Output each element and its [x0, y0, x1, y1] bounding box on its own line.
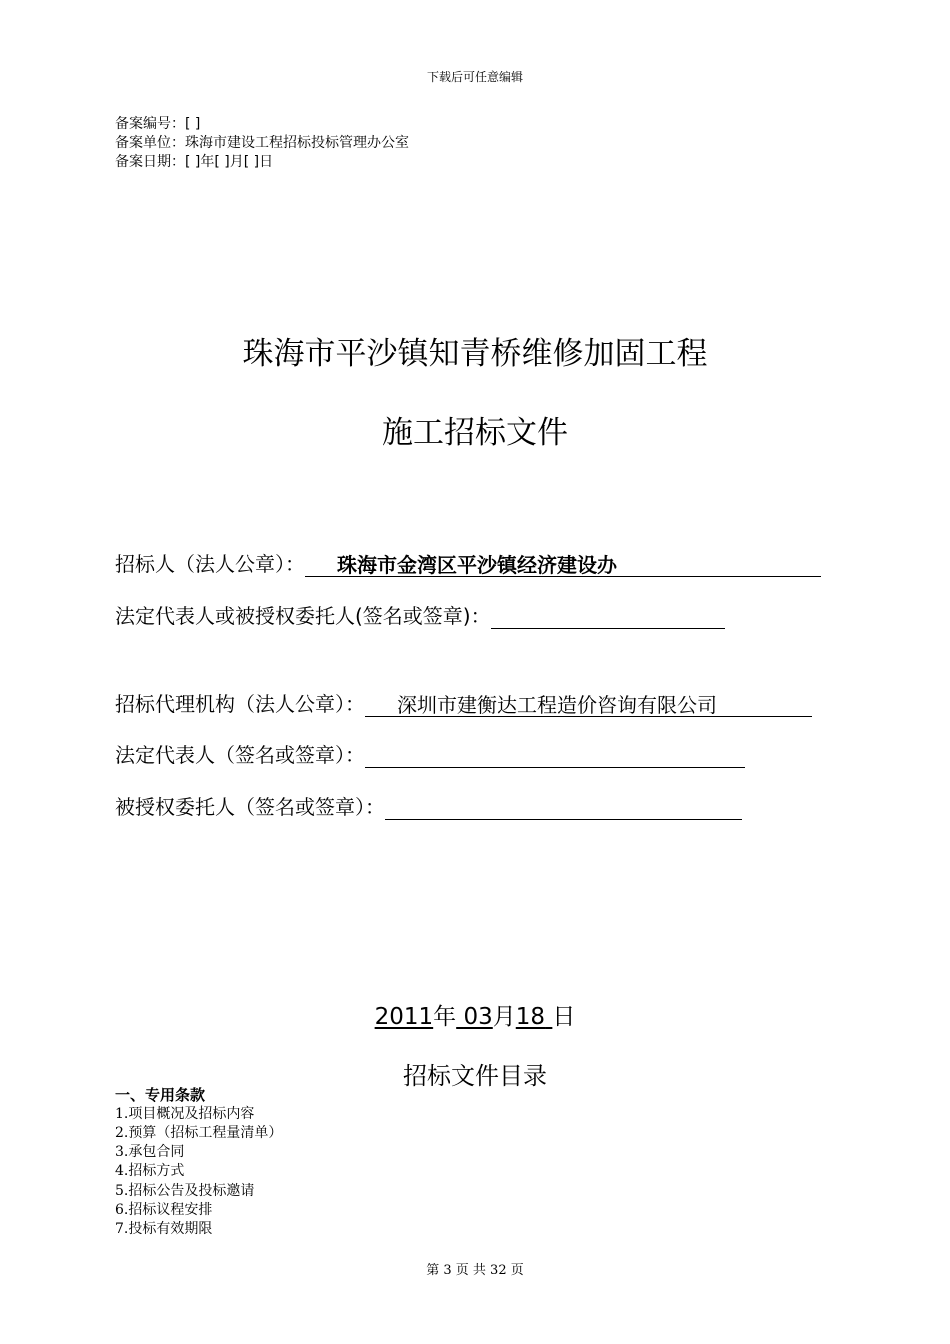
- record-date: 备案日期：[ ]年[ ]月[ ]日: [115, 154, 274, 170]
- date-year: 2011: [374, 1004, 434, 1030]
- agency-rep-signature-line: [365, 743, 745, 768]
- toc-item: 4.招标方式: [115, 1163, 185, 1179]
- date-day: 18: [515, 1004, 546, 1030]
- document-subtitle: 施工招标文件: [382, 415, 568, 451]
- authorized-signature-line: [385, 795, 742, 820]
- date-year-char: 年: [433, 1004, 457, 1030]
- agency-value: 深圳市建衡达工程造价咨询有限公司: [397, 693, 717, 717]
- toc-title: 招标文件目录: [403, 1062, 547, 1090]
- date-month: 03: [463, 1004, 493, 1030]
- header-note: 下载后可任意编辑: [426, 70, 523, 84]
- tenderer-label: 招标人（法人公章）：: [115, 552, 305, 576]
- toc-item: 7.投标有效期限: [115, 1221, 213, 1237]
- tenderer-row: [115, 551, 821, 577]
- record-unit: 备案单位：珠海市建设工程招标投标管理办公室: [115, 135, 409, 151]
- page-footer: 第 3 页 共 32 页: [426, 1263, 524, 1278]
- toc-item: 2.预算（招标工程量清单）: [115, 1125, 283, 1141]
- legal-rep-row: [115, 603, 725, 629]
- agency-value-line: [365, 692, 812, 717]
- record-number: 备案编号：[ ]: [115, 116, 201, 132]
- document-title: 珠海市平沙镇知青桥维修加固工程: [242, 336, 708, 372]
- tenderer-value: 珠海市金湾区平沙镇经济建设办: [337, 553, 617, 577]
- legal-rep-signature-line: [491, 604, 725, 629]
- tenderer-value-line: [305, 552, 821, 577]
- toc-item: 6.招标议程安排: [115, 1202, 213, 1218]
- agency-row: [115, 691, 812, 717]
- date-day-char: 日: [552, 1004, 576, 1030]
- agency-label: 招标代理机构（法人公章）：: [115, 692, 365, 716]
- date-month-char: 月: [492, 1004, 516, 1030]
- authorized-row: [115, 794, 742, 820]
- toc-item: 1.项目概况及招标内容: [115, 1106, 255, 1122]
- authorized-label: 被授权委托人（签名或签章）：: [115, 795, 385, 819]
- legal-rep-label: 法定代表人或被授权委托人(签名或签章)：: [115, 604, 491, 628]
- toc-item: 5.招标公告及投标邀请: [115, 1183, 255, 1199]
- agency-rep-row: [115, 742, 745, 768]
- toc-section-heading: 一、专用条款: [115, 1086, 206, 1104]
- issue-date: [0, 998, 950, 1031]
- agency-rep-label: 法定代表人（签名或签章）：: [115, 743, 365, 767]
- toc-item: 3.承包合同: [115, 1144, 185, 1160]
